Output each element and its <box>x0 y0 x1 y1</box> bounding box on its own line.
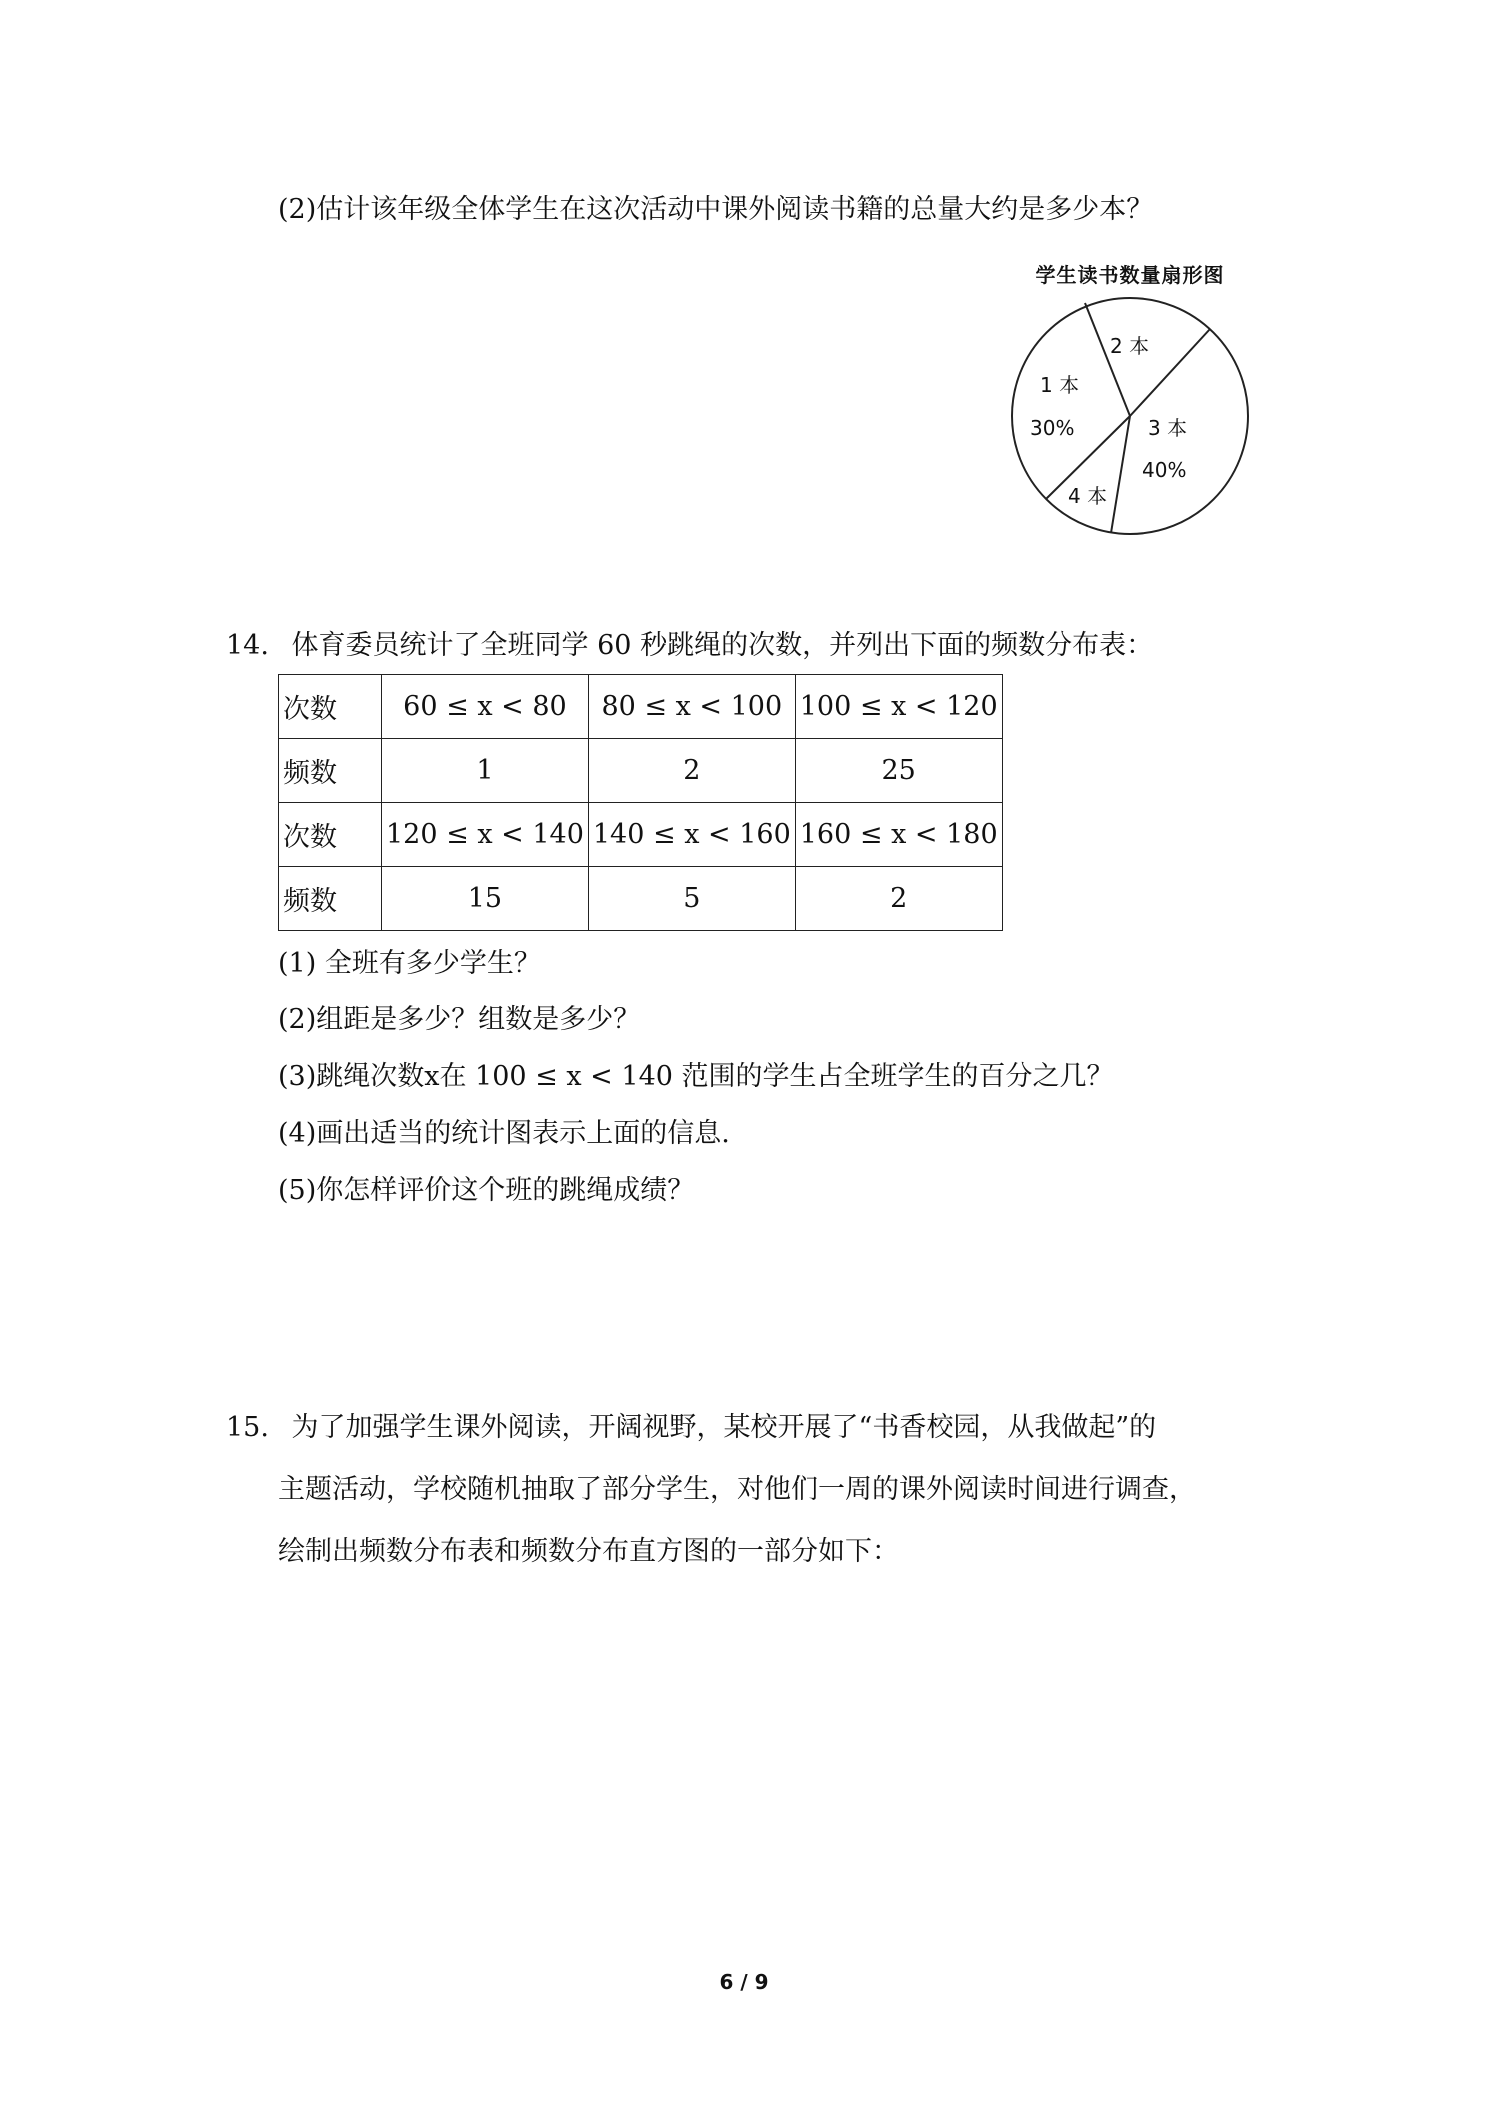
q14-stem: 体育委员统计了全班同学 60 秒跳绳的次数，并列出下面的频数分布表： <box>291 630 1154 661</box>
pie-label-2: 2 本 <box>1110 334 1150 358</box>
pie-chart-svg <box>1000 255 1260 555</box>
pie-chart-title: 学生读书数量扇形图 <box>1035 263 1225 287</box>
pie-label-3: 3 本 <box>1148 416 1188 440</box>
q14-stem-line <box>226 626 1153 666</box>
q14-number: 14. <box>226 630 269 661</box>
q13-part2-text: (2)估计该年级全体学生在这次活动中课外阅读书籍的总量大约是多少本？ <box>278 194 1154 225</box>
q15-text-line-1: 为了加强学生课外阅读，开阔视野，某校开展了“书香校园，从我做起”的 <box>291 1412 1157 1443</box>
table-cell: 160 ≤ x < 180 <box>795 803 1002 867</box>
pie-label-1: 1 本 <box>1040 373 1080 397</box>
q14-part2: (2)组距是多少？组数是多少？ <box>278 1004 641 1035</box>
table-cell: 60 ≤ x < 80 <box>382 675 589 739</box>
pie-chart <box>1000 255 1260 555</box>
table-row-head: 次数 <box>279 675 382 739</box>
table-cell: 25 <box>795 739 1002 803</box>
q15-line-1 <box>226 1408 1156 1448</box>
pie-divider-3-4 <box>1111 416 1130 533</box>
pie-label-4: 4 本 <box>1068 484 1108 508</box>
table-cell: 80 ≤ x < 100 <box>588 675 795 739</box>
pie-label-1-pct: 30% <box>1030 416 1075 440</box>
table-row <box>279 739 1003 803</box>
page-number: 6 / 9 <box>719 1970 769 1994</box>
table-cell: 5 <box>588 867 795 931</box>
q14-part1: (1) 全班有多少学生？ <box>278 948 541 979</box>
table-cell: 100 ≤ x < 120 <box>795 675 1002 739</box>
table-cell: 2 <box>795 867 1002 931</box>
pie-divider-1-2 <box>1085 303 1130 416</box>
table-cell: 2 <box>588 739 795 803</box>
table-row-head: 频数 <box>279 739 382 803</box>
table-cell: 140 ≤ x < 160 <box>588 803 795 867</box>
q15-number: 15. <box>226 1412 269 1443</box>
table-row-head: 频数 <box>279 867 382 931</box>
q14-part4: (4)画出适当的统计图表示上面的信息. <box>278 1118 730 1149</box>
table-cell: 15 <box>382 867 589 931</box>
table-cell: 120 ≤ x < 140 <box>382 803 589 867</box>
table-row-head: 次数 <box>279 803 382 867</box>
q15-text-line-2: 主题活动，学校随机抽取了部分学生，对他们一周的课外阅读时间进行调查， <box>278 1474 1196 1505</box>
q15-text-line-3: 绘制出频数分布表和频数分布直方图的一部分如下： <box>278 1536 899 1567</box>
frequency-table <box>278 674 1003 931</box>
q14-part3: (3)跳绳次数x在 100 ≤ x < 140 范围的学生占全班学生的百分之几？ <box>278 1061 1114 1092</box>
table-cell: 1 <box>382 739 589 803</box>
pie-label-3-pct: 40% <box>1142 458 1187 482</box>
table-row <box>279 867 1003 931</box>
q14-part5: (5)你怎样评价这个班的跳绳成绩？ <box>278 1175 695 1206</box>
table-row <box>279 803 1003 867</box>
table-row <box>279 675 1003 739</box>
